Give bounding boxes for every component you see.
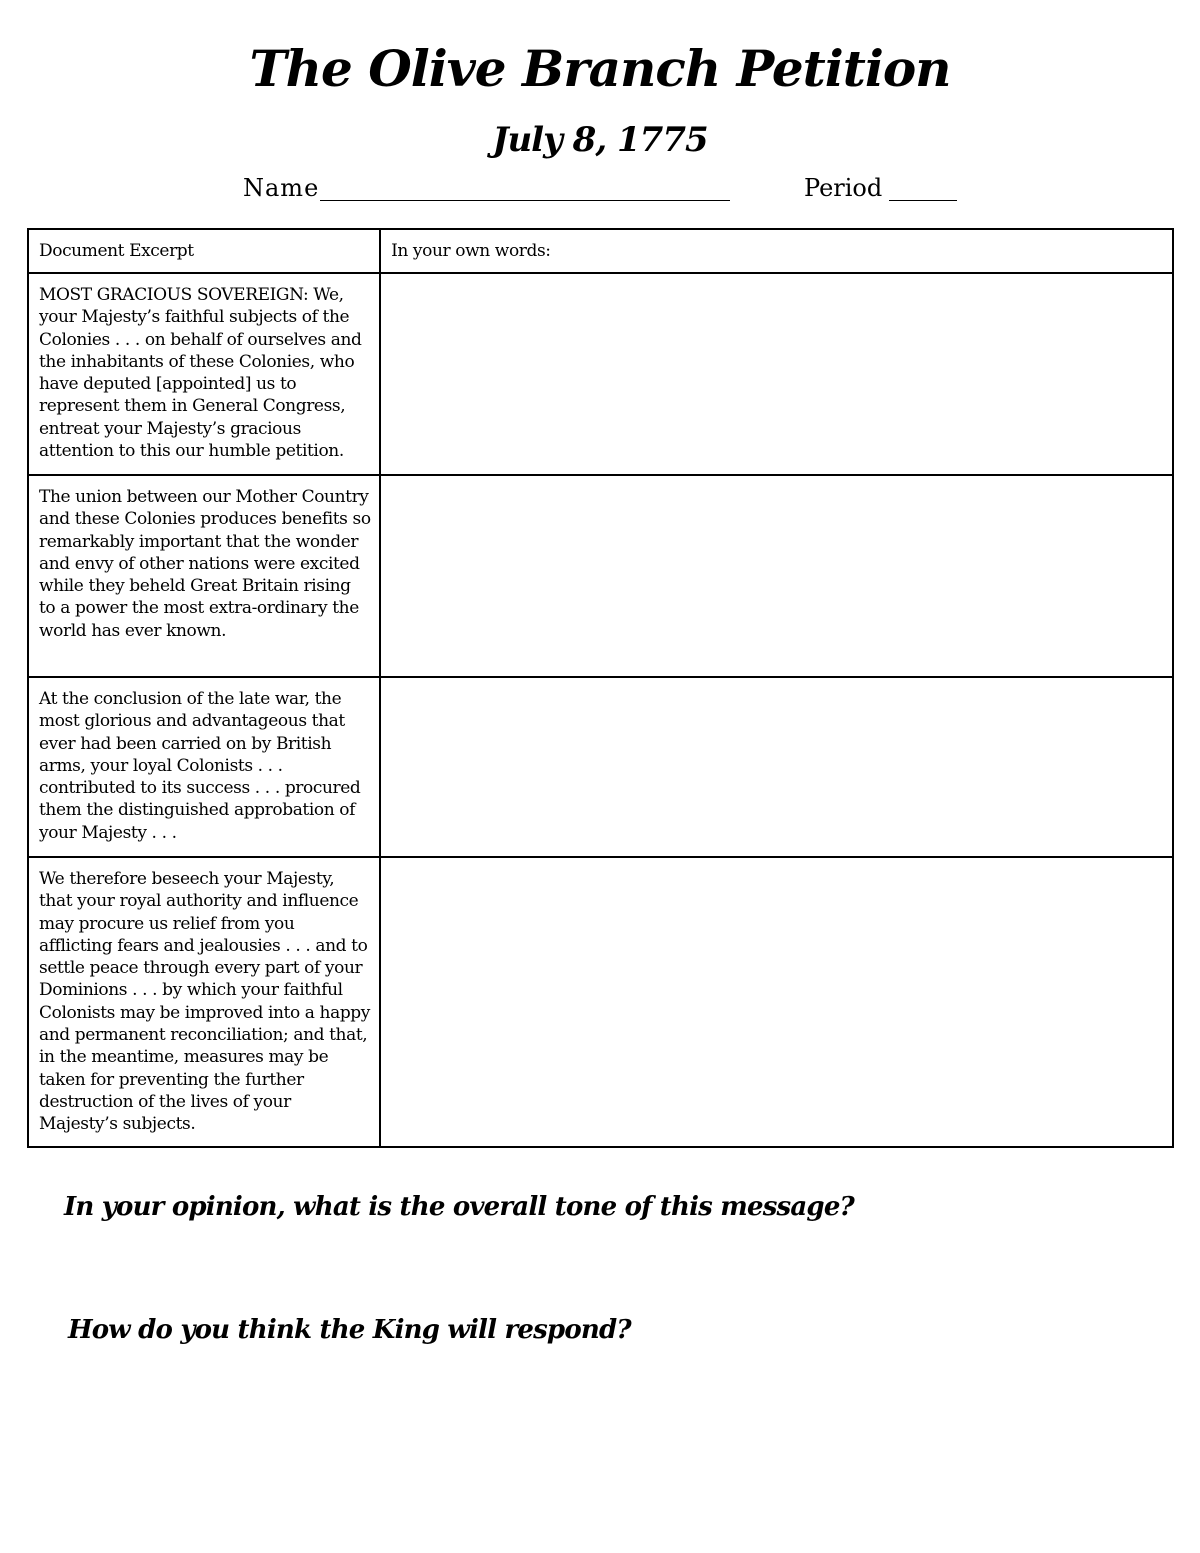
period-blank-line[interactable] bbox=[889, 200, 957, 201]
excerpt-cell: The union between our Mother Country and these Colonies produces benefits so remarkably important that the wonder and envy of other nations were excited while they beheld Great Britain rising to a power the most extra-ordinary the world has ever known. bbox=[28, 475, 380, 677]
table-header-row bbox=[28, 229, 1173, 273]
own-words-answer-cell[interactable] bbox=[380, 475, 1173, 677]
column-header-own-words: In your own words: bbox=[380, 229, 1173, 273]
column-header-excerpt: Document Excerpt bbox=[28, 229, 380, 273]
page-date: July 8, 1775 bbox=[492, 120, 708, 160]
excerpt-cell: MOST GRACIOUS SOVEREIGN: We, your Majesty’s faithful subjects of the Colonies . . . on behalf of ourselves and the inhabitants of these Colonies, who have deputed [appointed] us to represent them in General Congress, entreat your Majesty’s gracious attention to this our humble petition. bbox=[28, 273, 380, 475]
table-row bbox=[28, 475, 1173, 677]
own-words-answer-cell[interactable] bbox=[380, 677, 1173, 857]
excerpt-cell: At the conclusion of the late war, the most glorious and advantageous that ever had been carried on by British arms, your loyal Colonists . . . contributed to its success . . . procured them the distinguished approbation of your Majesty . . . bbox=[28, 677, 380, 857]
excerpt-table bbox=[27, 228, 1174, 1148]
table-row bbox=[28, 273, 1173, 475]
table-row bbox=[28, 677, 1173, 857]
question-tone: In your opinion, what is the overall tone of this message? bbox=[64, 1192, 854, 1222]
name-blank-line[interactable] bbox=[320, 200, 730, 201]
period-label: Period bbox=[804, 174, 883, 202]
own-words-answer-cell[interactable] bbox=[380, 273, 1173, 475]
question-king-response: How do you think the King will respond? bbox=[68, 1315, 631, 1345]
own-words-answer-cell[interactable] bbox=[380, 857, 1173, 1147]
table-row bbox=[28, 857, 1173, 1147]
excerpt-cell: We therefore beseech your Majesty, that your royal authority and influence may procure us relief from you afflicting fears and jealousies . . . and to settle peace through every part of your Dominions . . . by which your faithful Colonists may be improved into a happy and permanent reconciliation; and that, in the meantime, measures may be taken for preventing the further destruction of the lives of your Majesty’s subjects. bbox=[28, 857, 380, 1147]
student-info-row bbox=[0, 170, 1200, 206]
page-title: The Olive Branch Petition bbox=[249, 39, 951, 98]
name-label: Name bbox=[243, 174, 320, 202]
